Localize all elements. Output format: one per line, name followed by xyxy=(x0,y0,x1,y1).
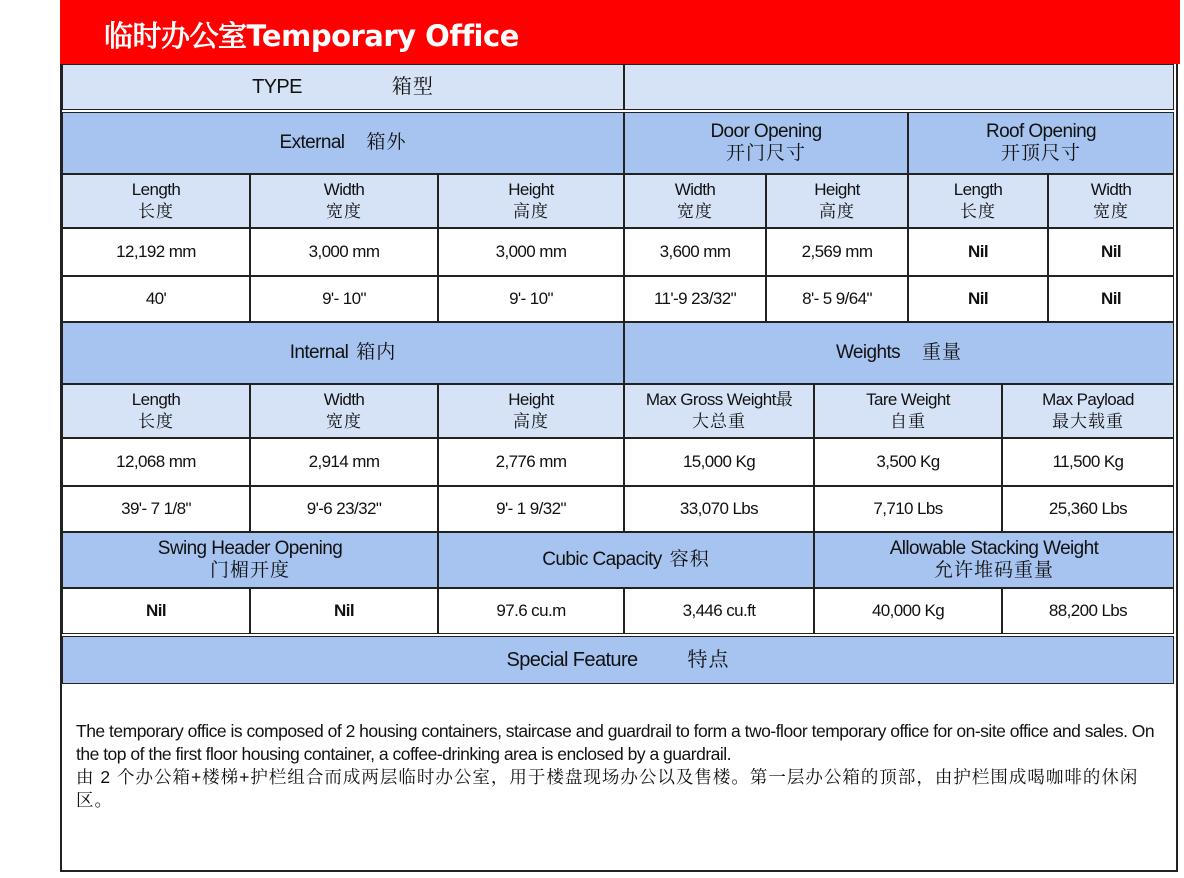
roof-opening-header-zh: 开顶尺寸 xyxy=(1000,143,1081,164)
door-height-label-en: Height xyxy=(814,180,860,199)
cubic-imperial-value: 3,446 cu.ft xyxy=(624,588,814,634)
stacking-metric-value: 40,000 Kg xyxy=(814,588,1002,634)
door-height-label-zh: 高度 xyxy=(819,202,855,221)
int-height-metric: 2,776 mm xyxy=(438,438,624,486)
internal-header-zh: 箱内 xyxy=(356,342,397,363)
int-width-metric: 2,914 mm xyxy=(250,438,438,486)
weights-header-zh: 重量 xyxy=(922,342,963,363)
cubic-metric-value: 97.6 cu.m xyxy=(438,588,624,634)
max-payload-label-zh: 最大载重 xyxy=(1052,412,1124,431)
door-opening-header-en: Door Opening xyxy=(710,121,822,142)
swing-value-1: Nil xyxy=(62,588,250,634)
int-height-imperial: 9'- 1 9/32" xyxy=(438,486,624,532)
int-length-metric: 12,068 mm xyxy=(62,438,250,486)
door-height-label xyxy=(766,174,908,228)
ext-height-label-en: Height xyxy=(508,180,554,199)
swing-header-en: Swing Header Opening xyxy=(157,538,343,559)
tare-weight-label-en: Tare Weight xyxy=(866,390,950,409)
internal-header-en: Internal xyxy=(289,342,349,363)
special-feature-zh: 特点 xyxy=(687,649,730,671)
ext-length-label-en: Length xyxy=(131,180,181,199)
door-opening-header xyxy=(624,112,908,174)
roof-opening-header xyxy=(908,112,1174,174)
door-width-label xyxy=(624,174,766,228)
stacking-weight-zh: 允许堆码重量 xyxy=(933,560,1054,581)
door-width-imperial: 11'-9 23/32" xyxy=(624,276,766,322)
max-gross-label-en: Max Gross Weight最 xyxy=(645,390,793,409)
ext-length-imperial: 40' xyxy=(62,276,250,322)
roof-length-label xyxy=(908,174,1048,228)
roof-width-imperial: Nil xyxy=(1048,276,1174,322)
int-length-imperial: 39'- 7 1/8" xyxy=(62,486,250,532)
roof-width-metric: Nil xyxy=(1048,228,1174,276)
feature-description xyxy=(76,720,1172,812)
stacking-imperial-value: 88,200 Lbs xyxy=(1002,588,1174,634)
weights-header xyxy=(624,322,1174,384)
cubic-capacity-zh: 容积 xyxy=(669,549,710,570)
roof-length-label-zh: 长度 xyxy=(960,202,996,221)
swing-value-2: Nil xyxy=(250,588,438,634)
max-gross-metric: 15,000 Kg xyxy=(624,438,814,486)
int-length-label-en: Length xyxy=(131,390,181,409)
external-header xyxy=(62,112,624,174)
int-width-label xyxy=(250,384,438,438)
int-height-label xyxy=(438,384,624,438)
title-bar xyxy=(60,0,1180,64)
int-length-label xyxy=(62,384,250,438)
roof-width-label xyxy=(1048,174,1174,228)
type-label-en: TYPE xyxy=(252,76,302,98)
max-gross-imperial: 33,070 Lbs xyxy=(624,486,814,532)
int-height-label-en: Height xyxy=(508,390,554,409)
door-width-label-en: Width xyxy=(674,180,716,199)
swing-header-opening-header xyxy=(62,532,438,588)
tare-weight-metric: 3,500 Kg xyxy=(814,438,1002,486)
max-payload-metric: 11,500 Kg xyxy=(1002,438,1174,486)
ext-height-label xyxy=(438,174,624,228)
roof-length-imperial: Nil xyxy=(908,276,1048,322)
type-label-zh: 箱型 xyxy=(391,76,434,98)
int-length-label-zh: 长度 xyxy=(138,412,174,431)
max-payload-label xyxy=(1002,384,1174,438)
external-header-zh: 箱外 xyxy=(366,132,407,153)
special-feature-en: Special Feature xyxy=(506,649,638,671)
tare-weight-label xyxy=(814,384,1002,438)
door-height-metric: 2,569 mm xyxy=(766,228,908,276)
type-value-cell xyxy=(624,64,1174,110)
roof-length-label-en: Length xyxy=(953,180,1003,199)
door-height-imperial: 8'- 5 9/64" xyxy=(766,276,908,322)
int-width-imperial: 9'-6 23/32" xyxy=(250,486,438,532)
external-header-en: External xyxy=(279,132,345,153)
door-width-label-zh: 宽度 xyxy=(677,202,713,221)
max-payload-imperial: 25,360 Lbs xyxy=(1002,486,1174,532)
internal-header xyxy=(62,322,624,384)
ext-length-label-zh: 长度 xyxy=(138,202,174,221)
roof-width-label-en: Width xyxy=(1090,180,1132,199)
page-title: 临时办公室Temporary Office xyxy=(104,19,519,53)
ext-length-metric: 12,192 mm xyxy=(62,228,250,276)
cubic-capacity-header xyxy=(438,532,814,588)
max-gross-label xyxy=(624,384,814,438)
door-opening-header-zh: 开门尺寸 xyxy=(725,143,806,164)
max-payload-label-en: Max Payload xyxy=(1042,390,1134,409)
ext-width-label xyxy=(250,174,438,228)
stacking-weight-header xyxy=(814,532,1174,588)
ext-height-label-zh: 高度 xyxy=(513,202,549,221)
type-label-cell xyxy=(62,64,624,110)
roof-width-label-zh: 宽度 xyxy=(1093,202,1129,221)
tare-weight-imperial: 7,710 Lbs xyxy=(814,486,1002,532)
roof-length-metric: Nil xyxy=(908,228,1048,276)
stacking-weight-en: Allowable Stacking Weight xyxy=(889,538,1099,559)
tare-weight-label-zh: 自重 xyxy=(890,412,926,431)
ext-height-imperial: 9'- 10" xyxy=(438,276,624,322)
ext-width-label-zh: 宽度 xyxy=(326,202,362,221)
weights-header-en: Weights xyxy=(835,342,901,363)
roof-opening-header-en: Roof Opening xyxy=(985,121,1097,142)
int-height-label-zh: 高度 xyxy=(513,412,549,431)
max-gross-label-zh: 大总重 xyxy=(692,412,746,431)
ext-height-metric: 3,000 mm xyxy=(438,228,624,276)
description-en: The temporary office is composed of 2 housing containers, staircase and guardrail to form a two-floor temporary office for on-site office and sales. On the top of the first floor housing container, a coffee-drinking area is enclosed by a guardrail. xyxy=(76,721,1155,764)
special-feature-header xyxy=(62,636,1174,684)
ext-length-label xyxy=(62,174,250,228)
ext-width-metric: 3,000 mm xyxy=(250,228,438,276)
door-width-metric: 3,600 mm xyxy=(624,228,766,276)
cubic-capacity-en: Cubic Capacity xyxy=(542,549,662,570)
ext-width-label-en: Width xyxy=(323,180,365,199)
int-width-label-zh: 宽度 xyxy=(326,412,362,431)
ext-width-imperial: 9'- 10" xyxy=(250,276,438,322)
description-zh: 由 2 个办公箱+楼梯+护栏组合而成两层临时办公室，用于楼盘现场办公以及售楼。第一层办公箱的顶部，由护栏围成喝咖啡的休闲区。 xyxy=(76,767,1139,810)
swing-header-zh: 门楣开度 xyxy=(209,560,290,581)
int-width-label-en: Width xyxy=(323,390,365,409)
